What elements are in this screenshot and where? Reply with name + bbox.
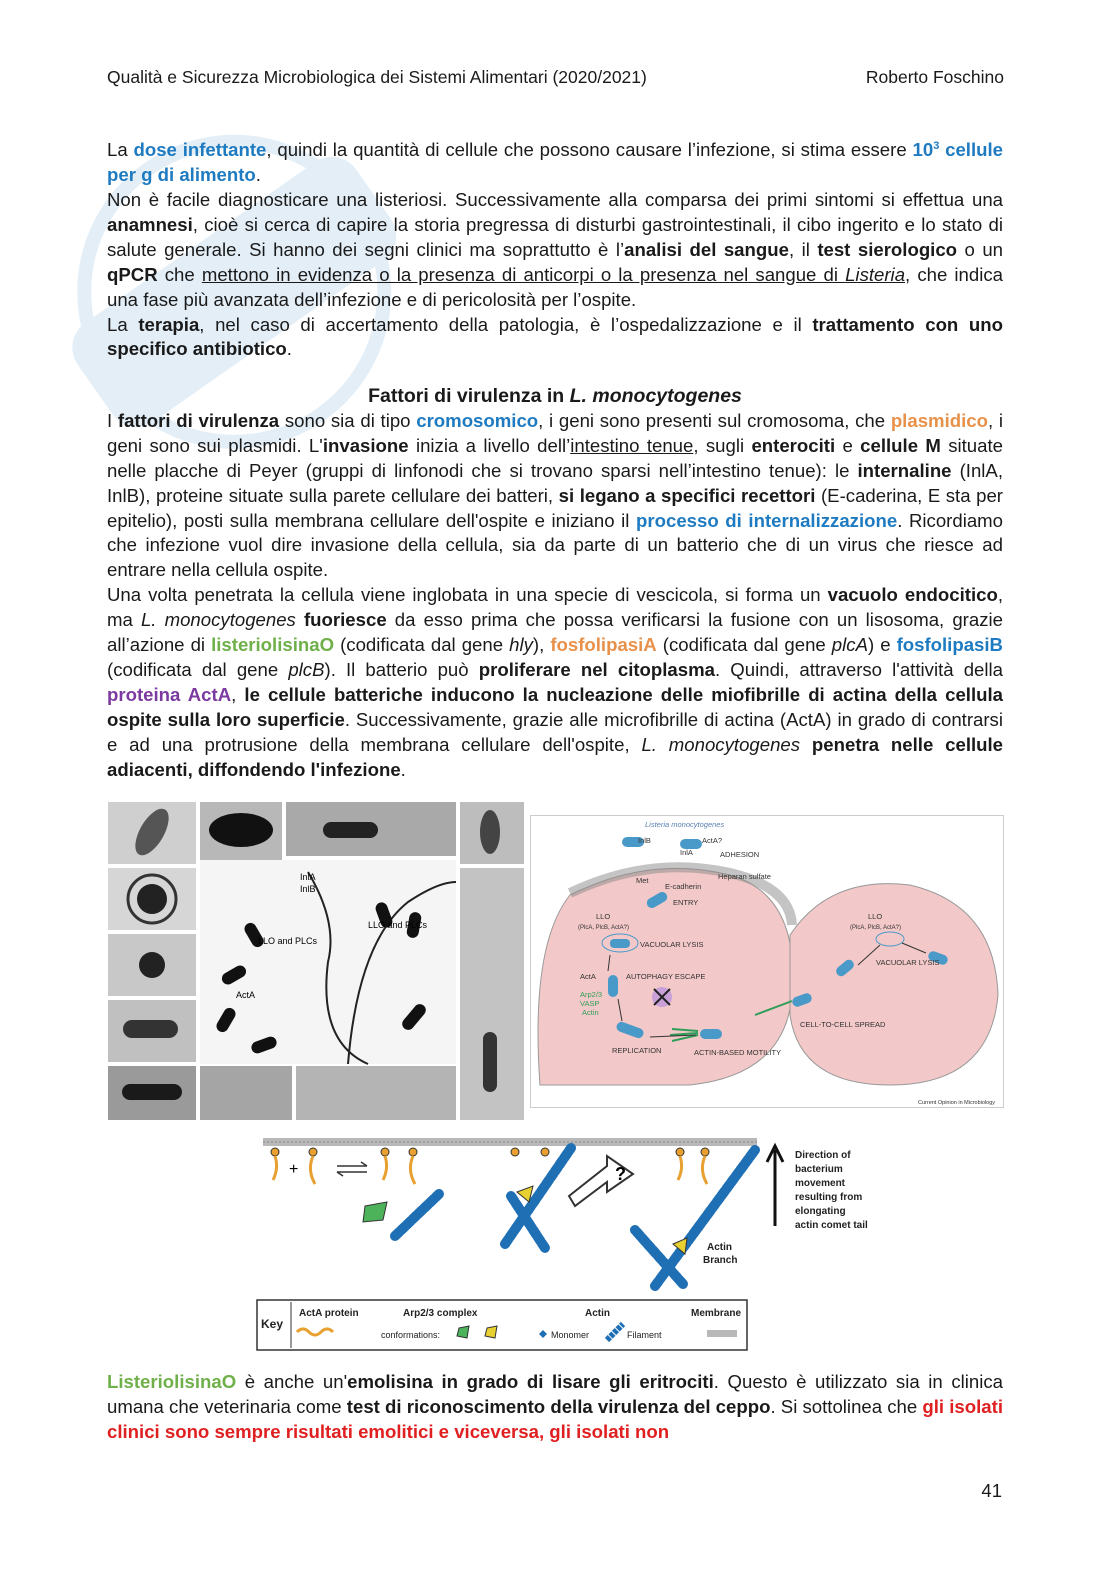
text: . Successivamente, grazie alle microfibrille di actina (ActA) in grado di contrarsi e ad una protrusione della membrana cellulare dell'ospite,	[107, 708, 1003, 755]
direction-text: elongating	[795, 1206, 846, 1217]
highlight-proteina-acta: proteina ActA	[107, 683, 232, 705]
micrograph-bacterium	[123, 1020, 178, 1038]
bacterium-vacuole	[610, 939, 630, 948]
highlight-listeriolisina: listeriolisinaO	[211, 634, 335, 656]
key-membrane-icon	[707, 1330, 737, 1337]
actin-branch-label: Actin	[707, 1242, 732, 1253]
text	[800, 734, 812, 755]
paragraph-therapy	[107, 313, 1003, 363]
paragraph-diagnosis	[107, 188, 1003, 313]
text: , cioè si cerca di capire la storia pregressa di disturbi gastrointestinali, il cibo ingerito e lo stato di salute generale. Si hanno dei segni clinici ma soprattutto è l’	[107, 213, 1003, 260]
label-acta-q: ActA?	[702, 836, 723, 845]
micrograph-bacterium	[122, 1084, 182, 1100]
direction-arrow-icon	[767, 1146, 783, 1226]
italic: L. monocytogenes	[140, 609, 296, 631]
text: , il	[788, 238, 818, 260]
bold: si legano a specifici recettori	[558, 484, 816, 506]
highlight-cells: cellule per g di alimento	[107, 139, 1004, 186]
bold-analisi-sangue: analisi del sangue	[624, 238, 789, 260]
paragraph-virulence	[107, 409, 1003, 583]
highlight-fosfolipasi-a: fosfolipasiA	[550, 634, 657, 656]
label-vacuolar-lysis: VACUOLAR LYSIS	[640, 940, 704, 949]
text: (codificata dal gene	[107, 658, 289, 680]
acta-protein	[409, 1148, 417, 1156]
text: . Si sottolinea che	[770, 1395, 923, 1417]
bold: le cellule batteriche inducono la nucleazione delle miofibrille di actina della cellula ospite sulla loro superficie	[107, 683, 1003, 730]
page-number: 41	[981, 1480, 1002, 1501]
label-inla: InlA	[300, 872, 316, 882]
label-heparan: Heparan sulfate	[718, 872, 771, 881]
text: .	[255, 164, 261, 186]
key-filament: Filament	[627, 1330, 662, 1340]
header-course: Qualità e Sicurezza Microbiologica dei Sistemi Alimentari (2020/2021)	[107, 67, 647, 87]
key-arp: Arp2/3 complex	[403, 1308, 478, 1319]
equilibrium-arrows	[337, 1166, 367, 1172]
text: , quindi la quantità di cellule che possono causare l’infezione, si stima essere	[266, 139, 913, 161]
section-block	[107, 384, 1003, 783]
bold: test di riconoscimento della virulenza del ceppo	[346, 1395, 771, 1417]
highlight-number: 10	[912, 139, 934, 161]
highlight-cromosomico: cromosomico	[416, 409, 539, 431]
figure-micrographs	[108, 802, 524, 1120]
label-actin: Actin	[582, 1008, 599, 1017]
label-entry: ENTRY	[673, 898, 699, 907]
text-block-bottom	[107, 1370, 1003, 1445]
section-title	[107, 384, 1003, 409]
text: è anche un'	[236, 1371, 348, 1392]
text: ),	[532, 634, 551, 656]
page-header	[107, 67, 1004, 88]
question-mark: ?	[615, 1164, 626, 1184]
bacterium-cytoplasm	[608, 975, 618, 997]
label-plca-plcb-2: (PlcA, PlcB, ActA?)	[850, 925, 902, 931]
acta-protein	[541, 1148, 549, 1156]
direction-text: movement	[795, 1178, 846, 1189]
text: .	[400, 758, 406, 780]
label-llo: LLO	[596, 912, 611, 921]
text: o un	[957, 238, 1004, 260]
bold: enterociti	[751, 434, 836, 456]
highlight-dose-infettante: dose infettante	[133, 139, 267, 161]
bold: cellule M	[860, 434, 941, 456]
text: La	[107, 313, 139, 335]
acta-protein	[701, 1148, 709, 1156]
text: Una volta penetrata la cellula viene inglobata in una specie di vescicola, si forma un	[107, 584, 828, 606]
text: , ma	[107, 584, 1004, 631]
underlined-text: intestino tenue	[570, 434, 694, 456]
arp23-complex	[363, 1202, 387, 1222]
micrograph-bacterium	[137, 884, 167, 914]
diagram-title: Listeria monocytogenes	[645, 820, 725, 829]
highlight-internalizzazione: processo di internalizzazione	[636, 509, 898, 531]
bold: proliferare nel citoplasma	[478, 658, 715, 680]
key-arp-icon	[485, 1326, 497, 1338]
label-llo-plcs-2: LLO and PLCs	[368, 920, 428, 930]
bold: emolisina in grado di lisare gli eritrociti	[347, 1371, 714, 1392]
text: , i geni sono presenti sul cromosoma, che	[538, 409, 891, 431]
key-monomer: Monomer	[551, 1330, 590, 1340]
micrograph-tile	[200, 1066, 292, 1120]
text-block-top	[107, 134, 1003, 362]
label-acta: ActA	[236, 990, 256, 1000]
figure-actin-polymerization	[255, 1136, 885, 1354]
label-llo-plcs: LLO and PLCs	[258, 936, 318, 946]
direction-text: actin comet tail	[795, 1220, 868, 1231]
highlight-fosfolipasi-b: fosfolipasiB	[896, 634, 1003, 656]
text: ,	[231, 683, 245, 705]
text: (InlA, InlB), proteine situate sulla parete cellulare dei batteri,	[107, 459, 1003, 506]
label-cell-to-cell: CELL-TO-CELL SPREAD	[800, 1020, 886, 1029]
text: e	[835, 434, 861, 456]
micrograph-bacterium	[480, 810, 500, 854]
text: , sugli	[693, 434, 752, 456]
key-conformations: conformations:	[381, 1330, 441, 1340]
key-membrane: Membrane	[691, 1308, 742, 1319]
label-plca-plcb: (PlcA, PlcB, ActA?)	[578, 925, 630, 931]
italic: L. monocytogenes	[641, 733, 801, 755]
underlined-text: mettono in evidenza o la presenza di anticorpi o la presenza nel sangue di	[201, 263, 846, 285]
highlight-plasmidico: plasmidico	[890, 409, 988, 431]
text: da esso prima che possa verificarsi la fusione con un lisosoma, grazie all’azione di	[107, 609, 1003, 656]
italic-listeria: Listeria	[845, 263, 906, 285]
label-inlb: InlB	[300, 884, 316, 894]
label-inla: InlA	[680, 848, 693, 857]
key-actin: Actin	[585, 1308, 610, 1319]
bold: fuoriesce	[303, 609, 387, 631]
text: , che indica una fase più avanzata dell’infezione e di pericolosità per l’ospite.	[107, 263, 1003, 310]
text: situate nelle placche di Peyer (gruppi di linfonodi che si trovano sparsi nell’intestino tenue): le	[107, 434, 1003, 481]
text: , nel caso di accertamento della patologia, è l’ospedalizzazione e il	[199, 313, 813, 335]
italic: hly	[509, 634, 533, 656]
actin-branch-label: Branch	[703, 1255, 738, 1266]
italic: plcB	[288, 658, 325, 680]
micrograph-bacterium	[323, 822, 378, 838]
text	[296, 609, 304, 630]
key-arp-icon	[457, 1326, 469, 1338]
label-met: Met	[636, 876, 649, 885]
bold-trattamento: trattamento con uno specifico antibiotico	[107, 313, 1003, 360]
micrograph-tile	[296, 1066, 456, 1120]
label-vasp: VASP	[580, 999, 600, 1008]
text: ). Il batterio può	[324, 658, 479, 680]
plus-sign: +	[289, 1161, 299, 1178]
micrograph-bacterium	[483, 1032, 497, 1092]
text: ) e	[867, 634, 897, 656]
bacterium-motility	[700, 1029, 722, 1039]
key-acta: ActA protein	[299, 1308, 359, 1319]
label-llo-2: LLO	[868, 912, 883, 921]
label-replication: REPLICATION	[612, 1046, 662, 1055]
label-e-cadherin: E-cadherin	[665, 882, 702, 891]
highlight-listeriolisina: ListeriolisinaO	[107, 1371, 237, 1392]
text: . Ricordiamo che infezione vuol dire invasione della cellula, sia da parte di un batterio che di un virus che riesce ad entrare nella cellula ospite.	[107, 509, 1003, 581]
title-italic: L. monocytogenes	[569, 385, 742, 407]
bold: vacuolo endocitico	[827, 584, 998, 606]
bold: fattori di virulenza	[117, 409, 280, 431]
bold: penetra nelle cellule adiacenti, diffondendo l'infezione	[107, 733, 1004, 780]
label-acta: ActA	[580, 972, 596, 981]
bold-qpcr: qPCR	[107, 263, 158, 285]
label-inlb: InlB	[638, 836, 651, 845]
text: Non è facile diagnosticare una listeriosi. Successivamente alla comparsa dei primi sintomi si effettua una	[107, 189, 1003, 210]
label-vacuolar-lysis-2: VACUOLAR LYSIS	[876, 958, 940, 967]
acta-protein	[381, 1148, 389, 1156]
bold: invasione	[322, 434, 409, 456]
title-text: Fattori di virulenza in	[368, 385, 570, 407]
text: I	[107, 409, 118, 431]
direction-text: bacterium	[795, 1164, 843, 1175]
acta-protein	[676, 1148, 684, 1156]
text: (codificata dal gene	[334, 634, 510, 656]
micrograph-bacterium	[209, 813, 273, 847]
paragraph-listeriolisina	[107, 1370, 1003, 1445]
text: , i geni sono sui plasmidi. L'	[107, 409, 1003, 456]
text: . Questo è utilizzato sia in clinica umana che veterinaria come	[107, 1371, 1003, 1417]
host-cell-right	[790, 884, 998, 1085]
acta-protein	[511, 1148, 519, 1156]
highlight-red: gli isolati clinici sono sempre risultati emolitici e viceversa, gli isolati non	[107, 1395, 1003, 1442]
text: sono sia di tipo	[279, 409, 417, 431]
text: che	[157, 263, 202, 285]
acta-chain	[273, 1156, 707, 1184]
text: . Quindi, attraverso l'attività della	[715, 658, 1003, 680]
header-author: Roberto Foschino	[865, 67, 1004, 87]
italic: plcA	[831, 634, 868, 656]
bold: internaline	[857, 459, 952, 481]
text: (E-caderina, E sta per epitelio), posti sulla membrana cellulare dell'ospite e iniziano il	[107, 484, 1003, 531]
figure-infection-cycle	[530, 815, 1004, 1108]
direction-text: Direction of	[795, 1150, 851, 1161]
text: La	[107, 139, 134, 161]
bold-test-sierologico: test sierologico	[817, 238, 958, 260]
bold-anamnesi: anamnesi	[107, 213, 193, 235]
text: .	[286, 338, 292, 360]
text: (codificata dal gene	[656, 634, 832, 656]
label-arp23: Arp2/3	[580, 990, 603, 999]
label-credit: Current Opinion in Microbiology	[918, 1100, 996, 1106]
text: inizia a livello dell’	[408, 434, 571, 456]
acta-protein	[271, 1148, 279, 1156]
paragraph-vacuole	[107, 583, 1003, 782]
membrane-bar	[263, 1138, 757, 1146]
actin-filament	[395, 1194, 439, 1236]
acta-protein	[309, 1148, 317, 1156]
micrograph-bacterium	[139, 952, 165, 978]
key-label: Key	[261, 1317, 284, 1331]
label-adhesion: ADHESION	[720, 850, 760, 859]
bold-terapia: terapia	[138, 313, 200, 335]
label-autophagy-escape: AUTOPHAGY ESCAPE	[626, 972, 706, 981]
paragraph-dose	[107, 134, 1003, 188]
direction-text: resulting from	[795, 1192, 863, 1203]
label-actin-motility: ACTIN-BASED MOTILITY	[694, 1048, 782, 1057]
superscript: 3	[933, 140, 940, 152]
